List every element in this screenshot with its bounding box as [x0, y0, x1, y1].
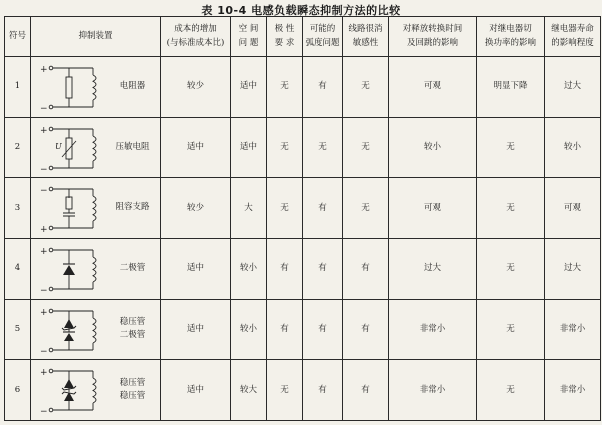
arc-cell: 有: [303, 299, 343, 360]
polarity-cell: 无: [267, 178, 303, 239]
space-cell: 大: [231, 178, 267, 239]
release-cell: 非常小: [389, 299, 477, 360]
row-number: 2: [5, 117, 31, 178]
polarity-cell: 无: [267, 360, 303, 421]
svg-text:−: −: [40, 104, 48, 114]
cost-cell: 适中: [161, 238, 231, 299]
table-row: [5, 117, 601, 178]
relay-power-cell: 无: [477, 117, 545, 178]
release-cell: 可观: [389, 57, 477, 118]
relay-power-cell: 无: [477, 178, 545, 239]
table-row: [5, 57, 601, 118]
line-cell: 无: [343, 117, 389, 178]
life-cell: 较小: [545, 117, 601, 178]
relay-power-cell: 无: [477, 299, 545, 360]
header-row: [5, 17, 601, 57]
header-release: 对释放转换时间 及回跳的影响: [389, 17, 477, 57]
svg-text:+: +: [40, 307, 48, 318]
cost-cell: 适中: [161, 360, 231, 421]
header-arc: 可能的 弧度问题: [303, 17, 343, 57]
svg-text:+: +: [40, 125, 48, 136]
arc-cell: 有: [303, 57, 343, 118]
polarity-cell: 有: [267, 299, 303, 360]
relay-power-cell: 明显下降: [477, 57, 545, 118]
device-name: 稳压管 稳压管: [119, 377, 146, 402]
comparison-table: [4, 16, 601, 421]
line-cell: 有: [343, 299, 389, 360]
device-cell: [31, 178, 161, 239]
svg-text:−: −: [40, 285, 48, 296]
space-cell: 较大: [231, 360, 267, 421]
svg-text:−: −: [40, 186, 48, 197]
header-device: 抑制装置: [31, 17, 161, 57]
header-line: 线路很消 敏感性: [343, 17, 389, 57]
svg-text:+: +: [40, 225, 48, 236]
varistor-circuit-diagram: [35, 122, 107, 176]
device-name: 阻容支路: [115, 202, 150, 213]
line-cell: 有: [343, 360, 389, 421]
arc-cell: 有: [303, 360, 343, 421]
cost-cell: 较少: [161, 57, 231, 118]
device-cell: [31, 57, 161, 118]
svg-text:U: U: [55, 141, 62, 151]
relay-power-cell: 无: [477, 238, 545, 299]
cost-cell: 适中: [161, 117, 231, 178]
resistor-circuit-diagram: [35, 61, 107, 115]
release-cell: 非常小: [389, 360, 477, 421]
space-cell: 较小: [231, 299, 267, 360]
release-cell: 过大: [389, 238, 477, 299]
row-number: 4: [5, 238, 31, 299]
polarity-cell: 无: [267, 117, 303, 178]
diode-circuit-diagram: [35, 243, 107, 297]
polarity-cell: 无: [267, 57, 303, 118]
space-cell: 适中: [231, 117, 267, 178]
svg-text:−: −: [40, 346, 48, 357]
device-cell: [31, 360, 161, 421]
life-cell: 非常小: [545, 360, 601, 421]
release-cell: 可观: [389, 178, 477, 239]
life-cell: 非常小: [545, 299, 601, 360]
rc-snubber-circuit-diagram: [35, 182, 107, 236]
svg-text:−: −: [40, 407, 48, 418]
cost-cell: 适中: [161, 299, 231, 360]
release-cell: 较小: [389, 117, 477, 178]
table-row: [5, 360, 601, 421]
life-cell: 过大: [545, 238, 601, 299]
header-life: 继电器寿命 的影响程度: [545, 17, 601, 57]
life-cell: 可观: [545, 178, 601, 239]
device-name: 电阻器: [119, 81, 146, 92]
device-name: 二极管: [119, 263, 146, 273]
header-relay-power: 对继电器切 换功率的影响: [477, 17, 545, 57]
device-cell: [31, 117, 161, 178]
line-cell: 无: [343, 178, 389, 239]
device-name: 压敏电阻: [115, 141, 150, 152]
cost-cell: 较少: [161, 178, 231, 239]
polarity-cell: 有: [267, 238, 303, 299]
relay-power-cell: 无: [477, 360, 545, 421]
table-title: 表 10-4 电感负载瞬态抑制方法的比较: [201, 4, 401, 17]
arc-cell: 有: [303, 238, 343, 299]
table-row: [5, 178, 601, 239]
svg-text:+: +: [40, 246, 48, 257]
zener-diode-circuit-diagram: [35, 304, 107, 358]
row-number: 3: [5, 178, 31, 239]
row-number: 6: [5, 360, 31, 421]
arc-cell: 无: [303, 117, 343, 178]
svg-text:−: −: [40, 164, 48, 175]
device-cell: [31, 238, 161, 299]
svg-text:+: +: [40, 65, 48, 75]
table-row: [5, 238, 601, 299]
double-zener-circuit-diagram: [35, 364, 107, 418]
header-space: 空 间 问 题: [231, 17, 267, 57]
space-cell: 较小: [231, 238, 267, 299]
header-no: 符号: [5, 17, 31, 57]
line-cell: 有: [343, 238, 389, 299]
svg-text:+: +: [40, 368, 48, 379]
life-cell: 过大: [545, 57, 601, 118]
row-number: 1: [5, 57, 31, 118]
arc-cell: 有: [303, 178, 343, 239]
table-row: [5, 299, 601, 360]
device-name: 稳压管 二极管: [119, 316, 146, 341]
header-cost: 成本的增加 (与标准成本比): [161, 17, 231, 57]
line-cell: 无: [343, 57, 389, 118]
row-number: 5: [5, 299, 31, 360]
header-polarity: 极 性 要 求: [267, 17, 303, 57]
device-cell: [31, 299, 161, 360]
space-cell: 适中: [231, 57, 267, 118]
